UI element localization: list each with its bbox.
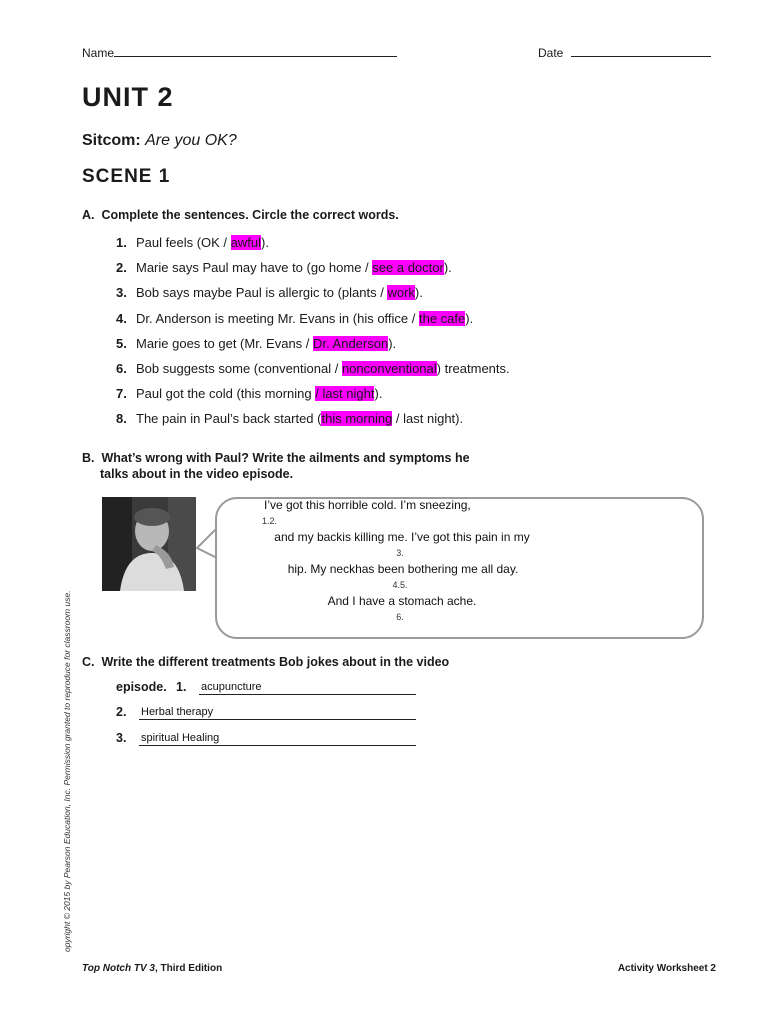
episode-label: episode. xyxy=(116,680,167,694)
item-text: Marie goes to get (Mr. Evans / xyxy=(136,335,314,351)
sentence-item xyxy=(116,411,463,426)
footer-book-title: Top Notch TV 3 xyxy=(82,963,155,974)
footer-edition: , Third Edition xyxy=(154,963,223,974)
item-text-end: ) treatments. xyxy=(436,361,510,376)
item-text: The pain in Paul’s back started ( xyxy=(136,411,322,427)
treatment-answer: spiritual Healing xyxy=(141,732,220,744)
item-text-end: ). xyxy=(388,335,397,351)
answer-line[interactable] xyxy=(199,694,416,695)
sentence-item xyxy=(116,260,452,275)
item-text: Marie says Paul may have to (go home / xyxy=(136,260,373,276)
section-b-instruction-1: B. What’s wrong with Paul? Write the ailments and symptoms he xyxy=(82,451,470,465)
sentence-item xyxy=(116,386,382,401)
date-label: Date xyxy=(538,46,564,60)
sentence-item xyxy=(116,361,510,376)
item-text-end: ). xyxy=(414,285,423,301)
name-field xyxy=(82,44,397,60)
blank-number: 6. xyxy=(396,612,404,622)
answer-line[interactable] xyxy=(139,745,416,746)
paul-photo xyxy=(102,497,196,591)
name-label: Name xyxy=(82,46,115,60)
ailment-line: I’ve got this horrible cold. I’m sneezing, xyxy=(264,498,471,512)
item-number: 4. xyxy=(116,310,127,326)
item-number: 8. xyxy=(116,411,127,427)
item-number: 6. xyxy=(116,361,127,376)
page-title: UNIT 2 xyxy=(82,82,174,112)
blank-number: 4.5. xyxy=(392,580,408,590)
answer-line[interactable] xyxy=(139,719,416,720)
date-line[interactable] xyxy=(571,44,711,57)
sentence-item xyxy=(116,311,473,326)
sentence-item xyxy=(116,336,396,351)
item-text: Paul got the cold (this morning xyxy=(136,386,316,402)
item-number: 5. xyxy=(116,335,127,351)
ailment-line: hip. My neckhas been bothering me all day. xyxy=(287,562,519,576)
item-text-end: / last night). xyxy=(392,411,464,427)
circled-answer[interactable]: / last night xyxy=(315,386,375,402)
item-text-end: ). xyxy=(465,310,474,326)
circled-answer[interactable]: nonconventional xyxy=(341,361,437,376)
treatment-answer: Herbal therapy xyxy=(141,706,214,718)
item-text: Bob says maybe Paul is allergic to (plants / xyxy=(136,285,388,301)
item-text-end: ). xyxy=(443,260,452,276)
scene-heading: SCENE 1 xyxy=(82,166,171,187)
sentence-item xyxy=(116,285,423,300)
item-number: 2. xyxy=(116,260,127,276)
item-text: Paul feels (OK / xyxy=(136,235,231,250)
sentence-item xyxy=(116,235,269,250)
blank-number: 1.2. xyxy=(262,516,278,526)
item-text-end: ). xyxy=(261,235,269,250)
item-number: 3. xyxy=(116,285,127,301)
sitcom-episode: Are you OK? xyxy=(145,132,237,149)
circled-answer[interactable]: Dr. Anderson xyxy=(313,335,389,351)
circled-answer[interactable]: the cafe xyxy=(419,310,466,326)
item-number: 1. xyxy=(116,235,127,250)
section-a-instruction: A. Complete the sentences. Circle the correct words. xyxy=(82,208,399,222)
blank-number: 3. xyxy=(396,548,404,558)
answer-number: 3. xyxy=(116,731,127,745)
answer-number: 2. xyxy=(116,705,127,719)
name-line[interactable] xyxy=(114,44,397,57)
section-b-instruction-2: talks about in the video episode. xyxy=(100,467,294,481)
sitcom-label: Sitcom: xyxy=(82,132,141,149)
item-text: Bob suggests some (conventional / xyxy=(136,361,342,376)
circled-answer[interactable]: this morning xyxy=(321,411,393,427)
copyright-text: opyright © 2015 by Pearson Education, Inc. Permission granted to reproduce for classroom use. xyxy=(62,590,72,952)
item-number: 7. xyxy=(116,386,127,402)
answer-number: 1. xyxy=(176,680,187,694)
circled-answer[interactable]: see a doctor xyxy=(372,260,444,276)
sitcom-heading xyxy=(82,132,237,150)
item-text-end: ). xyxy=(374,386,383,402)
circled-answer[interactable]: awful xyxy=(230,235,262,250)
treatment-answer: acupuncture xyxy=(201,681,262,693)
circled-answer[interactable]: work xyxy=(387,285,415,301)
ailment-line: and my backis killing me. I’ve got this pain in my xyxy=(274,530,530,544)
footer-right: Activity Worksheet 2 xyxy=(617,963,716,974)
person-image-icon xyxy=(102,497,196,591)
date-field xyxy=(538,44,711,60)
item-text: Dr. Anderson is meeting Mr. Evans in (his office / xyxy=(136,310,419,326)
footer-left xyxy=(82,963,222,974)
section-c-instruction: C. Write the different treatments Bob jokes about in the video xyxy=(82,655,450,669)
ailment-line: And I have a stomach ache. xyxy=(327,594,477,608)
